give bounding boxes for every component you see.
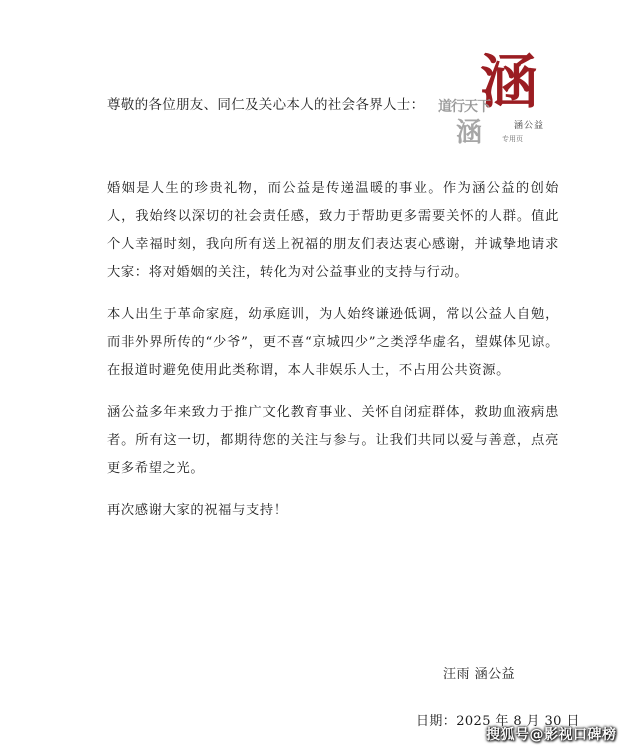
source-watermark: 搜狐号@影视口碑榜 <box>486 727 617 743</box>
logo-vertical-text: 道行天下 <box>438 99 490 115</box>
paragraph-1: 婚姻是人生的珍贵礼物，而公益是传递温暖的事业。作为涵公益的创始人，我始终以深切的社会责任感，致力于帮助更多需要关怀的人群。值此个人幸福时刻，我向所有送上祝福的朋友们表达衷心感谢，并诚挚地请求大家：将对婚姻的关注，转化为对公益事业的支持与行动。 <box>107 181 559 280</box>
logo-subtitle: 涵公益 <box>514 121 545 131</box>
paragraph-4: 再次感谢大家的祝福与支持！ <box>107 503 288 518</box>
paragraph-3: 涵公益多年来致力于推广文化教育事业、关怀自闭症群体，救助血液病患者。所有这一切，都期待您的关注与参与。让我们共同以爱与善意，点亮更多希望之光。 <box>107 405 559 476</box>
logo-main-character: 涵 <box>480 48 539 116</box>
han-charity-logo <box>430 48 560 152</box>
salutation: 尊敬的各位朋友、同仁及关心本人的社会各界人士： <box>107 97 425 113</box>
signature-date: 日期：2025 年 8 月 30 日 <box>416 714 580 729</box>
logo-ghost-character: 涵 <box>456 118 483 148</box>
paragraph-2: 本人出生于革命家庭，幼承庭训，为人始终谦逊低调，常以公益人自勉，而非外界所传的“少爷”，更不喜“京城四少”之类浮华虚名，望媒体见谅。在报道时避免使用此类称谓，本人非娱乐人士，不占用公共资源。 <box>107 307 559 378</box>
signature: 汪雨 涵公益 <box>443 667 516 682</box>
logo-small-text: 专用页 <box>502 135 523 143</box>
letter-body <box>107 175 559 525</box>
